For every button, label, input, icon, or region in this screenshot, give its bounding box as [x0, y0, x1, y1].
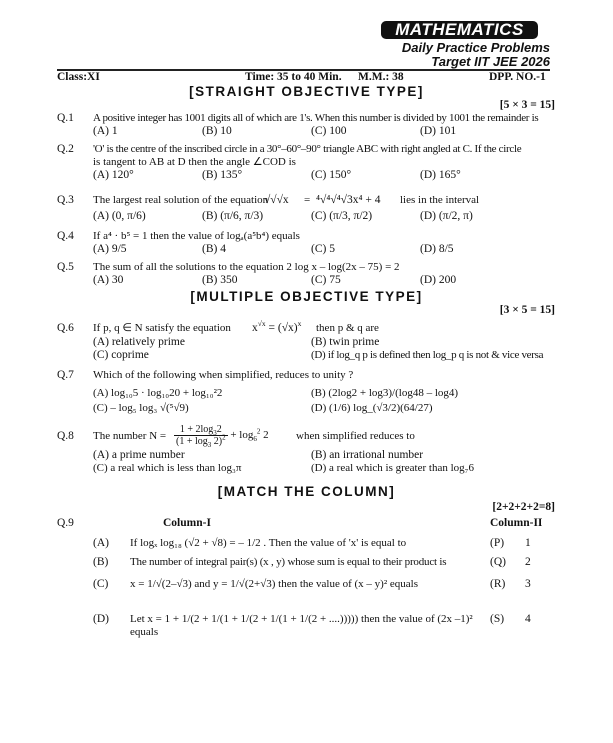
question-number: Q.5	[57, 261, 74, 273]
option-c[interactable]: (C) 150°	[311, 169, 352, 181]
equation: $x^{√x} = (√x)^x$	[252, 319, 302, 334]
question-number: Q.8	[57, 430, 74, 442]
row-label-b: (B)	[93, 556, 109, 568]
question-text: If p, q ∈ N satisfy the equation	[93, 322, 231, 334]
row-text-a: If logₓ log₁₈ (√2 + √8) = – 1/2 . Then the value of 'x' is equal to	[130, 537, 407, 549]
question-text: If a⁴ · b⁵ = 1 then the value of logₐ(a⁵b⁴) equals	[93, 230, 300, 242]
option-a[interactable]: (A) relatively prime	[93, 336, 185, 348]
equation-rhs: ⁴√⁴√⁴√3x⁴ + 4	[316, 194, 381, 206]
section-title-match: [MATCH THE COLUMN]	[217, 484, 396, 499]
option-a[interactable]: (A) 1	[93, 125, 118, 137]
option-c[interactable]: (C) 75	[311, 274, 341, 286]
column-1-header: Column-I	[163, 517, 211, 529]
question-number: Q.6	[57, 322, 74, 334]
target-title: Target IIT JEE 2026	[431, 54, 550, 69]
row-label-c: (C)	[93, 578, 109, 590]
question-number: Q.2	[57, 143, 74, 155]
option-c[interactable]: (C) 5	[311, 243, 335, 255]
question-number: Q.4	[57, 230, 74, 242]
section-marks-multiple: [3 × 5 = 15]	[499, 304, 555, 316]
option-d[interactable]: (D) if log_q p is defined then log_p q is not & vice versa	[311, 349, 544, 361]
option-b[interactable]: (B) (2log2 + log3)/(log48 – log4)	[311, 387, 459, 399]
match-label-r: (R)	[490, 578, 506, 590]
dpp-title: Daily Practice Problems	[401, 40, 550, 55]
option-d[interactable]: (D) 200	[420, 274, 457, 286]
option-a[interactable]: (A) (0, π/6)	[93, 210, 146, 222]
option-c[interactable]: (C) – log₅ log₃ √(⁵√9)	[93, 402, 189, 414]
option-b[interactable]: (B) 10	[202, 125, 232, 137]
equation-equals: =	[304, 194, 311, 206]
question-text-post: when simplified reduces to	[296, 430, 415, 442]
option-c[interactable]: (C) coprime	[93, 349, 149, 361]
option-c[interactable]: (C) (π/3, π/2)	[311, 210, 373, 222]
question-text: Which of the following when simplified, reduces to unity ?	[93, 369, 354, 381]
option-d[interactable]: (D) 165°	[420, 169, 461, 181]
option-a[interactable]: (A) 120°	[93, 169, 134, 181]
section-title-straight: [STRAIGHT OBJECTIVE TYPE]	[189, 84, 424, 99]
section-marks-straight: [5 × 3 = 15]	[499, 99, 555, 111]
option-c[interactable]: (C) 100	[311, 125, 347, 137]
question-text: 'O' is the centre of the inscribed circle in a 30°–60°–90° triangle ABC with right angled at C. If the circle	[93, 143, 522, 155]
match-value-p: 1	[525, 537, 531, 549]
question-text: The largest real solution of the equation	[93, 194, 269, 206]
dpp-number: DPP. NO.-1	[489, 71, 546, 83]
row-label-d: (D)	[93, 613, 109, 625]
max-marks-label: M.M.: 38	[358, 71, 404, 83]
equation-lhs: √√√x	[264, 194, 289, 206]
match-value-r: 3	[525, 578, 531, 590]
option-b[interactable]: (B) 4	[202, 243, 226, 255]
option-b[interactable]: (B) twin prime	[311, 336, 380, 348]
question-text-post: then p & q are	[316, 322, 379, 334]
option-a[interactable]: (A) log₁₀5 · log₁₀20 + log₁₀²2	[93, 387, 223, 399]
question-text-post: lies in the interval	[400, 194, 480, 206]
question-number: Q.7	[57, 369, 74, 381]
option-a[interactable]: (A) a prime number	[93, 449, 185, 461]
subject-badge: MATHEMATICS	[381, 21, 538, 39]
question-number: Q.3	[57, 194, 74, 206]
question-number: Q.9	[57, 517, 74, 529]
option-d[interactable]: (D) a real which is greater than log₇6	[311, 462, 474, 474]
option-a[interactable]: (A) 30	[93, 274, 124, 286]
question-text: The sum of all the solutions to the equation 2 log x – log(2x – 75) = 2	[93, 261, 400, 273]
time-label: Time: 35 to 40 Min.	[245, 71, 342, 83]
option-d[interactable]: (D) 101	[420, 125, 457, 137]
option-b[interactable]: (B) (π/6, π/3)	[202, 210, 264, 222]
question-text: A positive integer has 1001 digits all of which are 1's. When this number is divided by 1001 the remainder is	[93, 112, 539, 124]
match-value-q: 2	[525, 556, 531, 568]
section-marks-match: [2+2+2+2=8]	[492, 501, 555, 513]
class-label: Class:XI	[57, 71, 100, 83]
match-label-s: (S)	[490, 613, 505, 625]
option-b[interactable]: (B) 350	[202, 274, 238, 286]
column-2-header: Column-II	[490, 517, 543, 529]
row-text-b: The number of integral pair(s) (x , y) whose sum is equal to their product is	[130, 556, 447, 568]
question-number: Q.1	[57, 112, 74, 124]
option-a[interactable]: (A) 9/5	[93, 243, 127, 255]
row-text-c: x = 1/√(2–√3) and y = 1/√(2+√3) then the value of (x – y)² equals	[130, 578, 418, 590]
section-title-multiple: [MULTIPLE OBJECTIVE TYPE]	[190, 289, 423, 304]
equation-n: $\frac{1 + 2\log_32}{(1 + \log_3 2)^2}$ + $\log_6^2 2$	[176, 424, 269, 449]
option-d[interactable]: (D) (π/2, π)	[420, 210, 473, 222]
row-label-a: (A)	[93, 537, 109, 549]
row-text-d: Let x = 1 + 1/(2 + 1/(1 + 1/(2 + 1/(1 + 1/(2 + ....))))) then the value of (2x –1)² equals	[130, 613, 473, 638]
match-value-s: 4	[525, 613, 531, 625]
question-text: The number N =	[93, 430, 167, 442]
question-text-cont: is tangent to AB at D then the angle ∠COD is	[93, 156, 296, 168]
match-label-q: (Q)	[490, 556, 506, 568]
option-b[interactable]: (B) 135°	[202, 169, 243, 181]
option-d[interactable]: (D) 8/5	[420, 243, 454, 255]
option-d[interactable]: (D) (1/6) log_(√3/2)(64/27)	[311, 402, 433, 414]
option-c[interactable]: (C) a real which is less than log₃π	[93, 462, 242, 474]
match-label-p: (P)	[490, 537, 505, 549]
option-b[interactable]: (B) an irrational number	[311, 449, 424, 461]
